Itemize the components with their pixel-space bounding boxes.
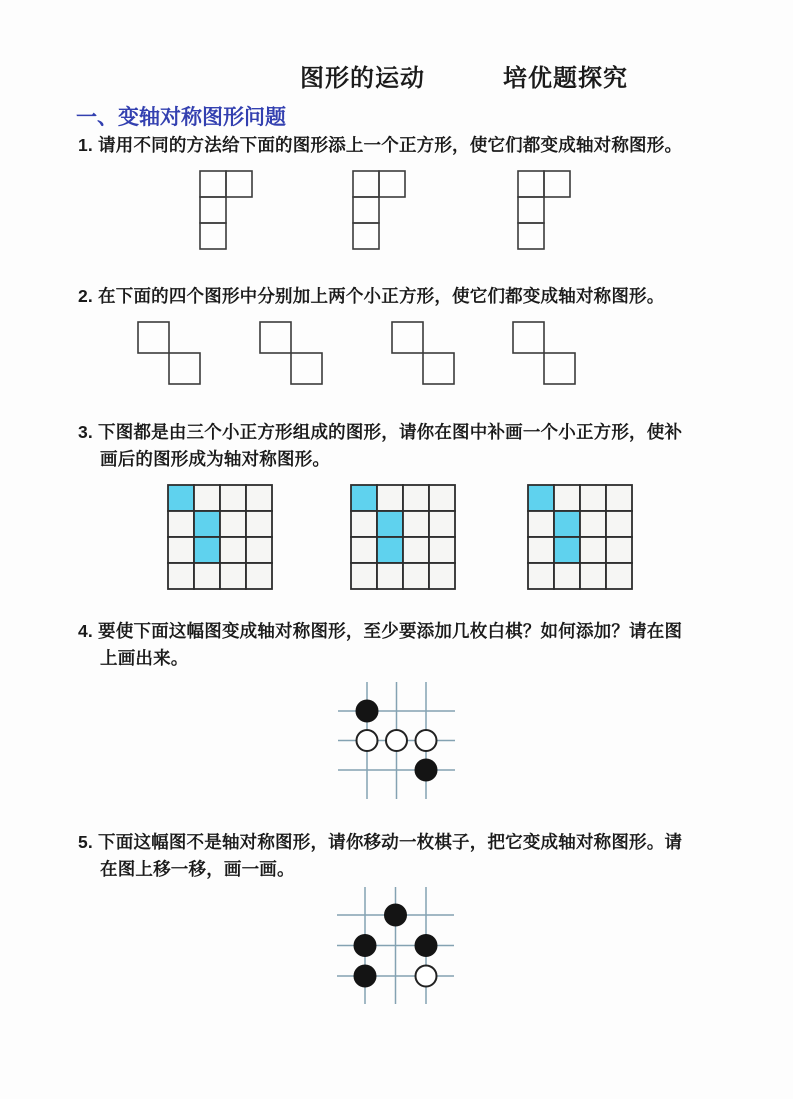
p3-grid-3 [526, 483, 634, 591]
p3-grid-2 [349, 483, 457, 591]
p2-shape-2 [258, 320, 324, 386]
problem-1-text: 1. 请用不同的方法给下面的图形添上一个正方形，使它们都变成轴对称图形。 [78, 135, 683, 155]
problem-4-text-line2: 上画出来。 [100, 648, 189, 668]
problem-2-text: 2. 在下面的四个图形中分别加上两个小正方形，使它们都变成轴对称图形。 [78, 286, 665, 306]
p4-go-board [336, 680, 457, 801]
problem-3-text-line1: 3. 下图都是由三个小正方形组成的图形，请你在图中补画一个小正方形，使补 [78, 422, 683, 442]
p2-shape-4 [511, 320, 577, 386]
p3-grid-1 [166, 483, 274, 591]
p5-go-board [335, 885, 456, 1006]
page-title-left: 图形的运动 [300, 65, 425, 92]
problem-5-text-line2: 在图上移一移，画一画。 [100, 859, 295, 879]
page-title-right: 培优题探究 [503, 65, 628, 92]
p2-shape-1 [136, 320, 202, 386]
problem-5-text-line1: 5. 下面这幅图不是轴对称图形，请你移动一枚棋子，把它变成轴对称图形。请 [78, 832, 683, 852]
p1-shape-3 [516, 169, 572, 251]
p1-shape-1 [198, 169, 254, 251]
p2-shape-3 [390, 320, 456, 386]
section-heading: 一、变轴对称图形问题 [76, 106, 286, 129]
p1-shape-2 [351, 169, 407, 251]
problem-3-text-line2: 画后的图形成为轴对称图形。 [100, 449, 331, 469]
problem-4-text-line1: 4. 要使下面这幅图变成轴对称图形，至少要添加几枚白棋？如何添加？请在图 [78, 621, 683, 641]
